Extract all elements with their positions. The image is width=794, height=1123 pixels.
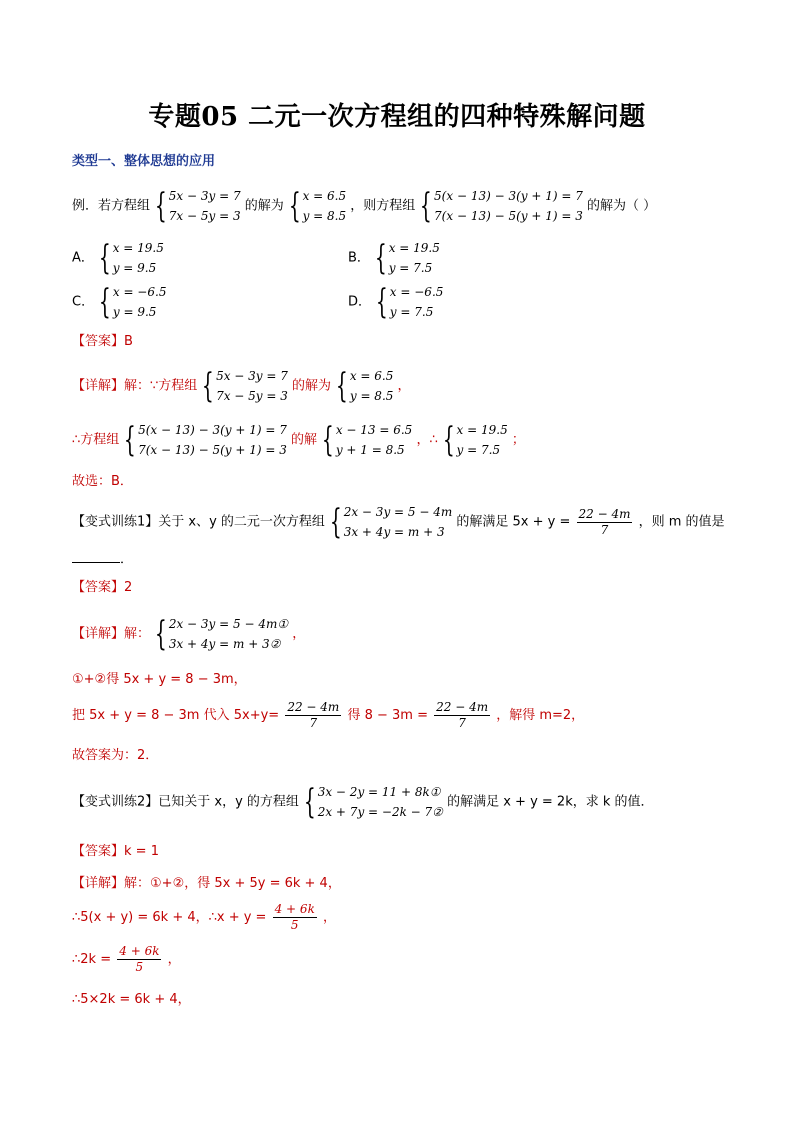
exercise-1: 【变式训练1】关于 x、y 的二元一次方程组 { 2x − 3y = 5 − 4m 3x + 4y = m + 3 的解满足 5x + y = $\frac{22 - 4m}{7}$ ，则 m 的值是 [72, 502, 725, 542]
detail-1-line-2: ∴方程组 { 5(x − 13) − 3(y + 1) = 7 7(x − 13) − 5(y + 1) = 3 的解 { x − 13 = 6.5 y + 1 = 8.5 ，∴ { x = 19.5 y = 7.5 ； [72, 420, 525, 460]
detail-3-line-1: 【详解】解：①+②，得 5x + 5y = 6k + 4， [72, 876, 341, 891]
exercise-1-blank-line: ． [72, 548, 133, 567]
solution-system: { x = 6.5 y = 8.5 [288, 186, 347, 226]
page-title: 专题05 二元一次方程组的四种特殊解问题 [148, 102, 646, 132]
answer-1: 【答案】B [72, 334, 133, 349]
detail-1-line-1: 【详解】解：∵方程组 { 5x − 3y = 7 7x − 5y = 3 的解为 { x = 6.5 y = 8.5 ， [72, 366, 411, 406]
option-c: C． { x = −6.5 y = 9.5 [72, 282, 167, 322]
detail-3-line-3: ∴2k = $\frac{4 + 6k}{5}$ ， [72, 944, 181, 974]
detail-2-line-2: ①+②得 5x + y = 8 − 3m， [72, 672, 247, 687]
example-prefix: 例．若方程组 [72, 198, 151, 214]
detail-3-line-2: ∴5(x + y) = 6k + 4，∴x + y = $\frac{4 + 6k}{5}$ ， [72, 902, 336, 932]
detail-2-line-3: 把 5x + y = 8 − 3m 代入 5x+y= $\frac{22 - 4m}{7}$ 得 8 − 3m = $\frac{22 - 4m}{7}$ ，解得 m=2， [72, 700, 585, 730]
detail-3-line-4: ∴5×2k = 6k + 4， [72, 992, 191, 1007]
detail-2-line-1: 【详解】解： { 2x − 3y = 5 − 4m① 3x + 4y = m + 3② ， [72, 614, 306, 654]
answer-3: 【答案】k = 1 [72, 844, 159, 859]
answer-blank [72, 562, 120, 563]
equation-system: { 5x − 3y = 7 7x − 5y = 3 [155, 186, 241, 226]
option-b: B． { x = 19.5 y = 7.5 [348, 238, 440, 278]
exercise-2: 【变式训练2】已知关于 x，y 的方程组 { 3x − 2y = 11 + 8k① 2x + 7y = −2k − 7② 的解满足 x + y = 2k，求 k 的值． [72, 782, 654, 822]
detail-1-line-3: 故选：B． [72, 474, 133, 489]
option-d: D． { x = −6.5 y = 7.5 [348, 282, 444, 322]
section-heading: 类型一、整体思想的应用 [72, 154, 216, 169]
equation-system-2: { 5(x − 13) − 3(y + 1) = 7 7(x − 13) − 5(y + 1) = 3 [420, 186, 583, 226]
option-a: A． { x = 19.5 y = 9.5 [72, 238, 164, 278]
example-question: 例．若方程组 { 5x − 3y = 7 7x − 5y = 3 的解为 { x = 6.5 y = 8.5 ，则方程组 { 5(x − 13) − 3(y + 1) = 7 7(x − 13) − 5(y + 1) = 3 的解为（ ） [72, 186, 657, 226]
answer-2: 【答案】2 [72, 580, 133, 595]
fraction: $\frac{22 - 4m}{7}$ [578, 506, 631, 537]
detail-2-line-4: 故答案为：2． [72, 748, 159, 763]
